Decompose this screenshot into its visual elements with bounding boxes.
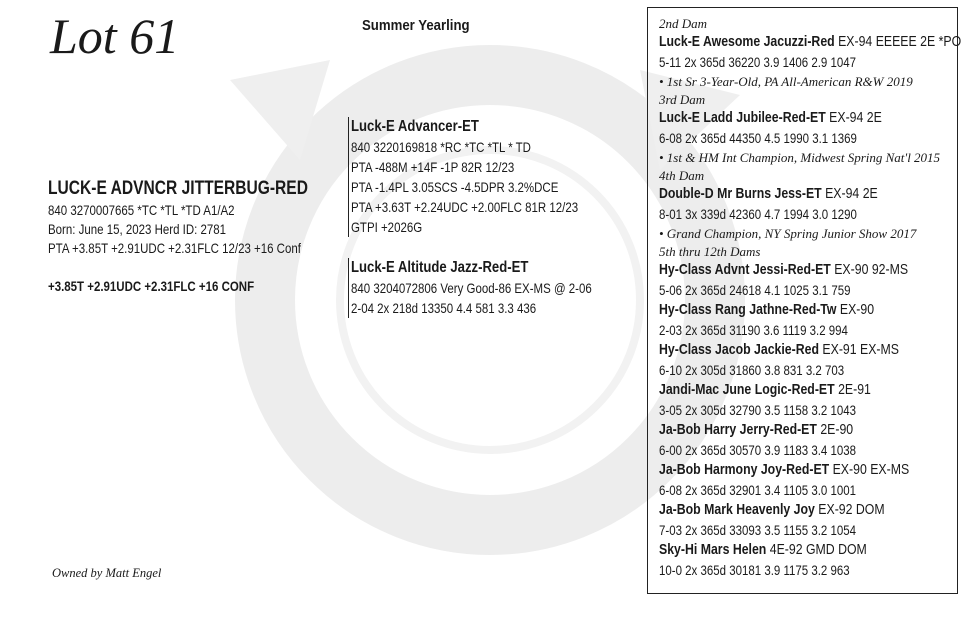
pedigree-box bbox=[647, 7, 962, 594]
second-dam-record: 5-11 2x 365d 36220 3.9 1406 2.9 1047 bbox=[659, 54, 857, 70]
animal-pta-line: PTA +3.85T +2.91UDC +2.31FLC 12/23 +16 Conf bbox=[48, 240, 301, 256]
ancestor-dam-name-line: Hy-Class Rang Jathne-Red-Tw EX-90 bbox=[659, 301, 875, 318]
dam-line: 2-04 2x 218d 13350 4.4 581 3.3 436 bbox=[351, 300, 537, 316]
ancestor-dam-record: 10-0 2x 365d 30181 3.9 1175 3.2 963 bbox=[659, 562, 850, 578]
third-dam-name-line: Luck-E Ladd Jubilee-Red-ET EX-94 2E bbox=[659, 109, 882, 126]
third-dam-record: 6-08 2x 365d 44350 4.5 1990 3.1 1369 bbox=[659, 130, 857, 146]
sire-line: 840 3220169818 *RC *TC *TL * TD bbox=[351, 139, 531, 155]
ancestor-dam-name-line: Sky-Hi Mars Helen 4E-92 GMD DOM bbox=[659, 541, 867, 558]
sire-line: PTA -1.4PL 3.05SCS -4.5DPR 3.2%DCE bbox=[351, 179, 559, 195]
ancestor-dam-record: 3-05 2x 305d 32790 3.5 1158 3.2 1043 bbox=[659, 402, 857, 418]
animal-name: LUCK-E ADVNCR JITTERBUG-RED bbox=[48, 178, 308, 199]
second-dam-name-line: Luck-E Awesome Jacuzzi-Red EX-94 EEEEE 2E *PO bbox=[659, 33, 962, 50]
dam-line: 840 3204072806 Very Good-86 EX-MS @ 2-06 bbox=[351, 280, 592, 296]
second-dam-label: 2nd Dam bbox=[659, 16, 708, 31]
owner-credit: Owned by Matt Engel bbox=[52, 566, 162, 580]
animal-birth-line: Born: June 15, 2023 Herd ID: 2781 bbox=[48, 221, 227, 237]
sire-line: PTA -488M +14F -1P 82R 12/23 bbox=[351, 159, 515, 175]
fifth-dams-label: 5th thru 12th Dams bbox=[659, 244, 761, 259]
animal-summary: +3.85T +2.91UDC +2.31FLC +16 CONF bbox=[48, 278, 255, 294]
second-dam-note: • 1st Sr 3-Year-Old, PA All-American R&W 2019 bbox=[659, 74, 913, 89]
animal-info bbox=[48, 177, 365, 258]
third-dam-label: 3rd Dam bbox=[659, 92, 706, 107]
fourth-dam-record: 8-01 3x 339d 42360 4.7 1994 3.0 1290 bbox=[659, 206, 857, 222]
fourth-dam-note: • Grand Champion, NY Spring Junior Show 2017 bbox=[659, 226, 917, 241]
ancestor-dam-name-line: Hy-Class Advnt Jessi-Red-ET EX-90 92-MS bbox=[659, 261, 909, 278]
ancestor-dam-record: 6-00 2x 365d 30570 3.9 1183 3.4 1038 bbox=[659, 442, 857, 458]
sire-line: PTA +3.63T +2.24UDC +2.00FLC 81R 12/23 bbox=[351, 199, 579, 215]
ancestor-dam-record: 7-03 2x 365d 33093 3.5 1155 3.2 1054 bbox=[659, 522, 857, 538]
sire-name: Luck-E Advancer-ET bbox=[351, 118, 479, 135]
sire-line: GTPI +2026G bbox=[351, 219, 423, 235]
lot-number: Lot 61 bbox=[50, 8, 180, 64]
ancestor-dam-name-line: Jandi-Mac June Logic-Red-ET 2E-91 bbox=[659, 381, 871, 398]
dam-block bbox=[348, 258, 645, 318]
fourth-dam-name-line: Double-D Mr Burns Jess-ET EX-94 2E bbox=[659, 185, 878, 202]
ancestor-dam-record: 2-03 2x 365d 31190 3.6 1119 3.2 994 bbox=[659, 322, 848, 338]
ancestor-dam-name-line: Hy-Class Jacob Jackie-Red EX-91 EX-MS bbox=[659, 341, 899, 358]
ancestor-dam-name-line: Ja-Bob Harry Jerry-Red-ET 2E-90 bbox=[659, 421, 854, 438]
third-dam-note: • 1st & HM Int Champion, Midwest Spring Nat'l 2015 bbox=[659, 150, 941, 165]
animal-id-line: 840 3270007665 *TC *TL *TD A1/A2 bbox=[48, 202, 235, 218]
dam-name: Luck-E Altitude Jazz-Red-ET bbox=[351, 259, 529, 276]
ancestor-dam-record: 6-08 2x 365d 32901 3.4 1105 3.0 1001 bbox=[659, 482, 857, 498]
ancestor-dam-name-line: Ja-Bob Harmony Joy-Red-ET EX-90 EX-MS bbox=[659, 461, 910, 478]
fourth-dam-label: 4th Dam bbox=[659, 168, 705, 183]
ancestor-dam-record: 5-06 2x 365d 24618 4.1 1025 3.1 759 bbox=[659, 282, 851, 298]
sale-series: Summer Yearling bbox=[362, 17, 470, 34]
ancestor-dam-name-line: Ja-Bob Mark Heavenly Joy EX-92 DOM bbox=[659, 501, 885, 518]
ancestor-dam-record: 6-10 2x 305d 31860 3.8 831 3.2 703 bbox=[659, 362, 845, 378]
sire-block bbox=[348, 117, 628, 237]
